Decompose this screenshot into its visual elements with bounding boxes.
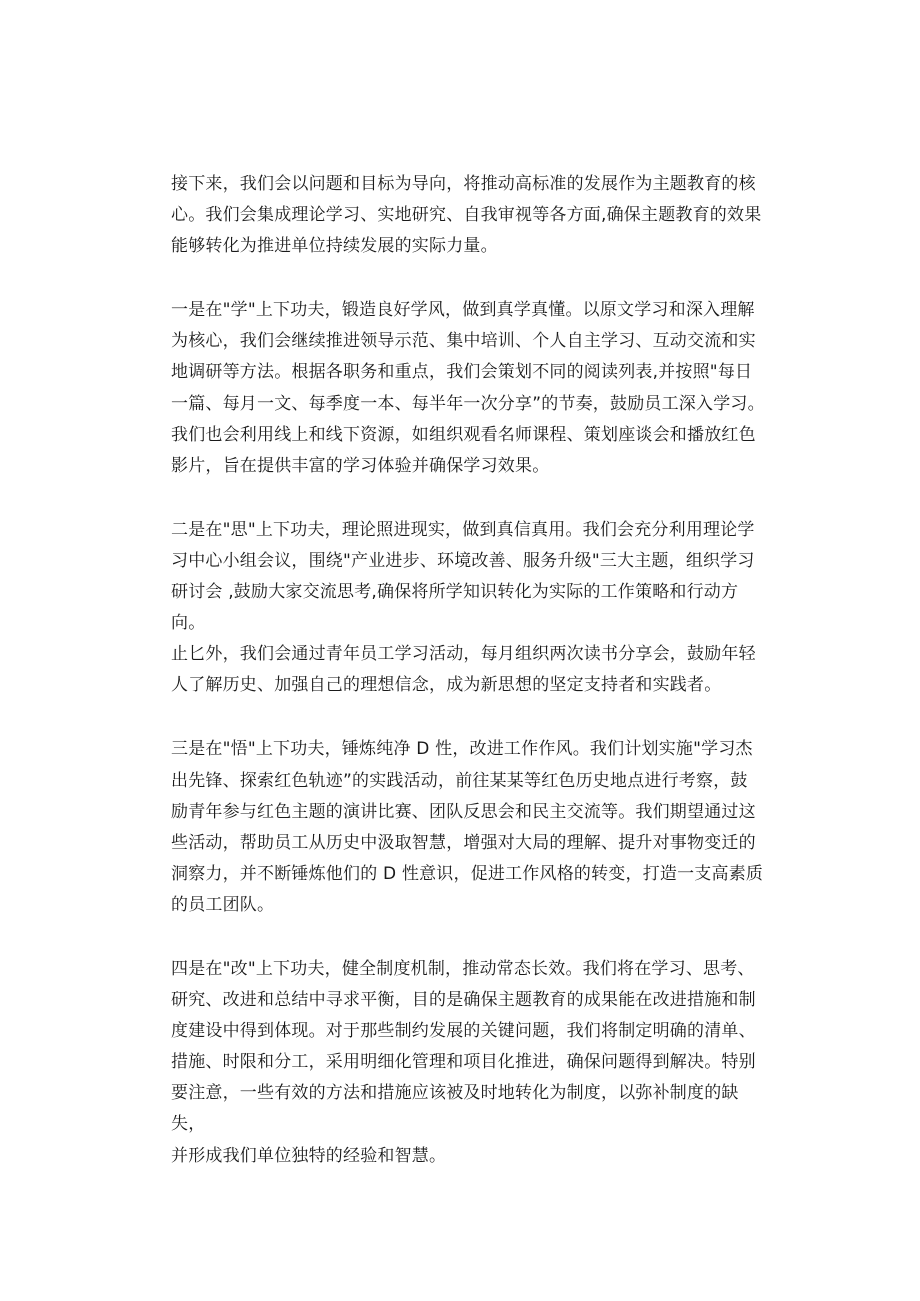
paragraph-thinking: 二是在"思"上下功夫，理论照进现实，做到真信真用。我们会充分利用理论学 习中心小组会议，围绕"产业进步、环境改善、服务升级"三大主题，组织学习 研讨会 ,鼓励大家交流思考,确保将所学知识转化为实际的工作策略和行动方向。 止匕外，我们会通过青年员工学习活动，每月组织两次读书分享会，鼓励年轻 人了解历史、加强自己的理想信念，成为新思想的坚定支持者和实践者。 bbox=[171, 519, 756, 696]
paragraph-intro: 接下来，我们会以问题和目标为导向，将推动高标准的发展作为主题教育的核 心。我们会集成理论学习、实地研究、自我审视等各方面,确保主题教育的效果 能够转化为推进单位持续发展的实际力量。 bbox=[171, 174, 762, 257]
document-body bbox=[171, 169, 771, 1205]
paragraph-study: 一是在"学"上下功夫，锻造良好学风，做到真学真懂。以原文学习和深入理解 为核心，我们会继续推进领导示范、集中培训、个人自主学习、互动交流和实 地调研等方法。根据各职务和重点，我们会策划不同的阅读列表,并按照"每日 一篇、每月一文、每季度一本、每半年一次分享”的节奏，鼓励员工深入学习。 我们也会利用线上和线下资源，如组织观看名师课程、策划座谈会和播放红色 影片，旨在提供丰富的学习体验并确保学习效果。 bbox=[171, 300, 765, 476]
paragraph-insight: 三是在"悟"上下功夫，锤炼纯净 D 性，改进工作作风。我们计划实施"学习杰 出先锋、探索红色轨迹”的实践活动，前往某某等红色历史地点进行考察，鼓 励青年参与红色主题的演讲比赛、团队反思会和民主交流等。我们期望通过这 些活动，帮助员工从历史中汲取智慧，增强对大局的理解、提升对事物变迁的 洞察力，并不断锤炼他们的 D 性意识，促进工作风格的转变，打造一支高素质 的员工团队。 bbox=[171, 739, 764, 915]
paragraph-reform: 四是在"改"上下功夫，健全制度机制，推动常态长效。我们将在学习、思考、 研究、改进和总结中寻求平衡，目的是确保主题教育的成果能在改进措施和制 度建设中得到体现。对于那些制约发展的关键问题，我们将制定明确的清单、 措施、时限和分工，采用明细化管理和项目化推进，确保问题得到解决。特别 要注意，一些有效的方法和措施应该被及时地转化为制度，以弥补制度的缺失， 并形成我们单位独特的经验和智慧。 bbox=[171, 958, 756, 1166]
